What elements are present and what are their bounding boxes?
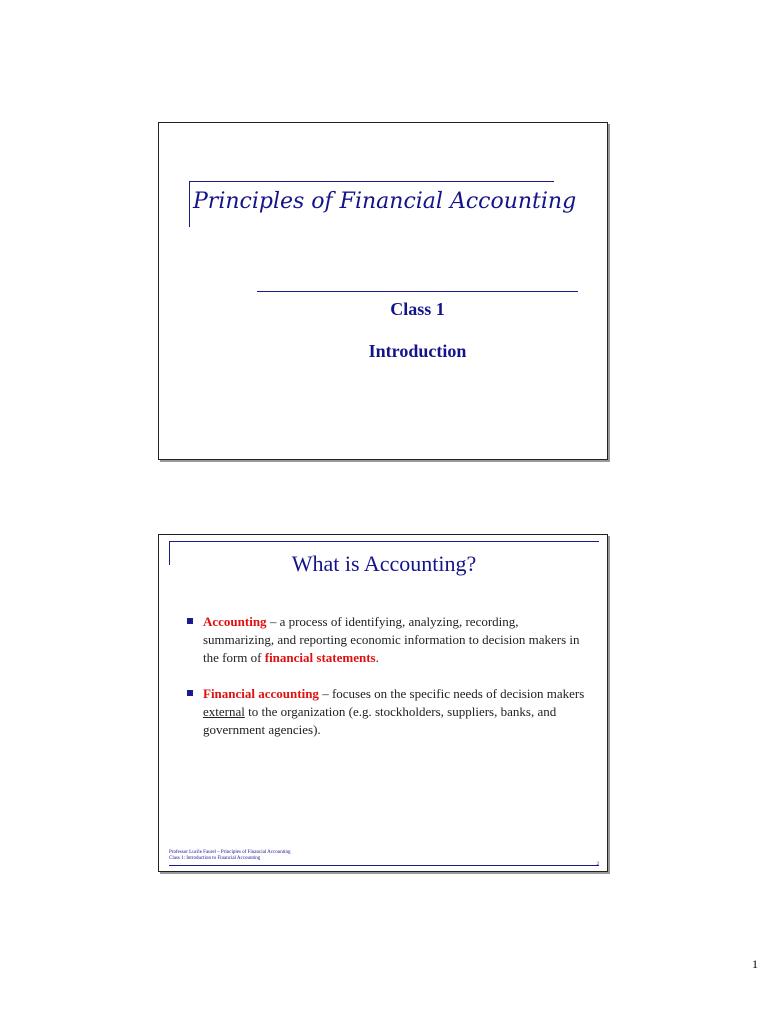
term: Financial accounting (203, 686, 319, 701)
highlight-term: financial statements (264, 650, 376, 665)
title-rule-vertical (189, 181, 190, 227)
term: Accounting (203, 614, 267, 629)
slide-subtitle: Introduction (368, 341, 467, 361)
definition-text: – a process of identifying, analyzing, recording, summarizing, and reporting economic information to decision makers in the form of (203, 614, 580, 665)
underlined-word: external (203, 704, 245, 719)
definition-end: to the organization (e.g. stockholders, suppliers, banks, and government agencies). (203, 704, 557, 737)
footer-line-2: Class 1: Introduction to Financial Accounting (169, 856, 261, 861)
course-title: Principles of Financial Accounting (193, 189, 577, 214)
bullet-list (187, 613, 587, 757)
list-item (187, 613, 587, 667)
slide-footer (169, 850, 599, 862)
slide-1 (158, 122, 608, 460)
footer-rule (169, 865, 599, 866)
page-number: 1 (752, 957, 758, 971)
square-bullet-icon (187, 690, 193, 696)
class-label: Class 1 (390, 299, 445, 319)
title-rule-horizontal (169, 541, 599, 542)
title-rule-horizontal (189, 181, 554, 182)
definition-text: – focuses on the specific needs of decision makers (318, 686, 585, 701)
footer-line-1: Professor Lucile Faurel – Principles of Financial Accounting (169, 850, 291, 855)
definition-end: . (375, 650, 379, 665)
slide-title: What is Accounting? (291, 551, 477, 576)
list-item (187, 685, 587, 739)
square-bullet-icon (187, 618, 193, 624)
slide-2 (158, 534, 608, 872)
subtitle-rule (257, 291, 578, 292)
